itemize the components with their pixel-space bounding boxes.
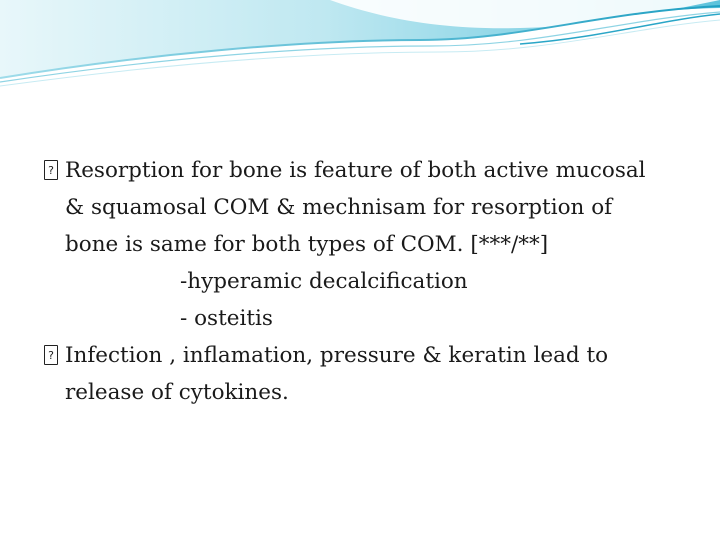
slide-body [44,152,684,411]
header-wave-decoration [0,0,720,90]
missing-glyph-box-icon: ? [44,160,58,180]
bullet-text-line: bone is same for both types of COM. [***/**] [65,232,549,257]
sub-point-osteitis: - osteitis [180,306,273,331]
missing-glyph-box-icon: ? [44,345,58,365]
bullet-text-line: release of cytokines. [65,380,289,405]
bullet-text-line: Resorption for bone is feature of both active mucosal [65,158,646,183]
bullet-item-infection [44,337,684,411]
sub-point-decalcification: -hyperamic decalcification [180,269,468,294]
bullet-text-line: & squamosal COM & mechnisam for resorption of [65,195,613,220]
bullet-item-resorption [44,152,684,337]
bullet-text-line: Infection , inflamation, pressure & keratin lead to [65,343,609,368]
